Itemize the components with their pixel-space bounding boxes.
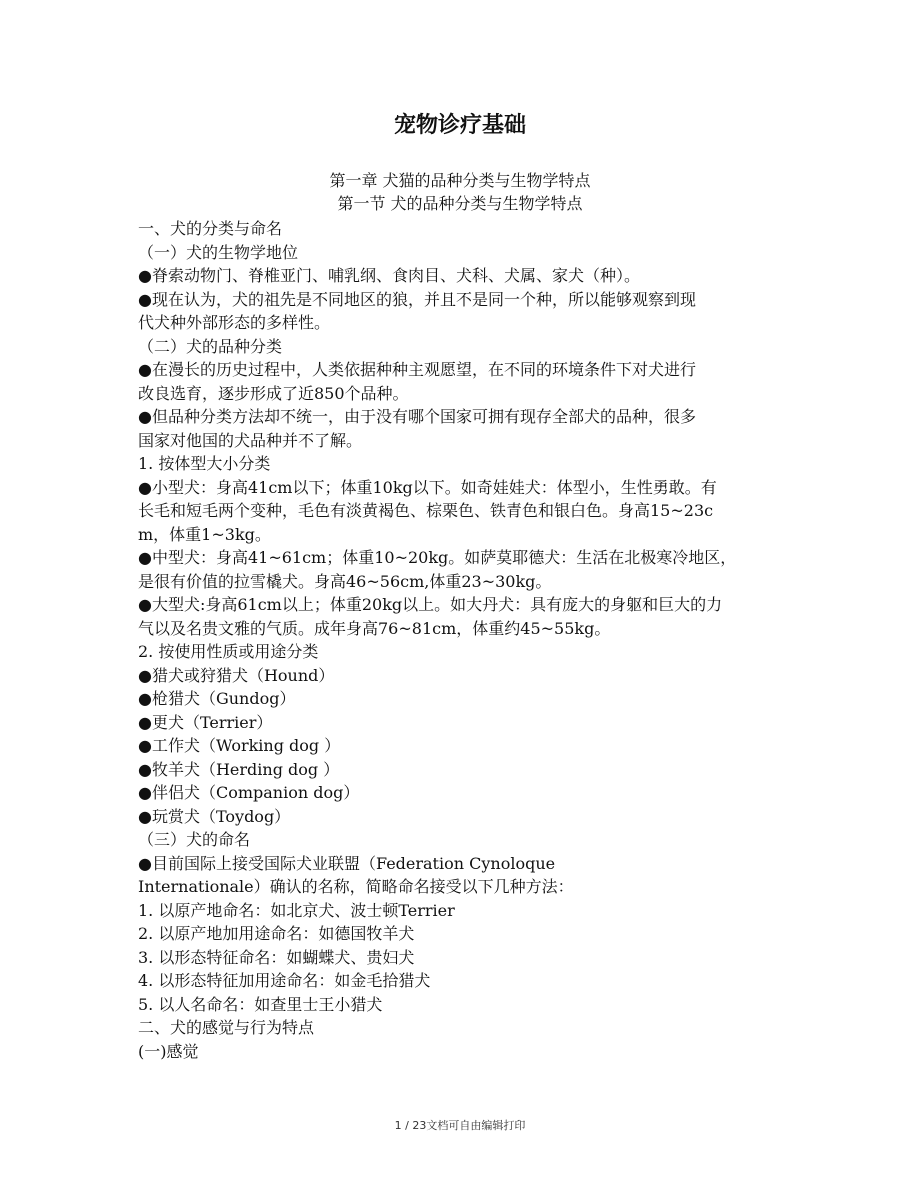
- text-line: 是很有价值的拉雪橇犬。身高46~56cm,体重23~30kg。: [138, 571, 552, 591]
- text-line: Internationale）确认的名称，简略命名接受以下几种方法：: [138, 877, 574, 896]
- text-line: ●枪猎犬（Gundog）: [138, 689, 296, 708]
- text-line: ●玩赏犬（Toydog）: [138, 806, 291, 826]
- text-line: 1. 以原产地命名：如北京犬、波士顿Terrier: [138, 900, 455, 920]
- text-line: (一)感觉: [138, 1041, 199, 1061]
- text-line: ●小型犬：身高41cm以下；体重10kg以下。如奇娃娃犬：体型小，生性勇敢。有: [138, 477, 717, 497]
- text-line: 4. 以形态特征加用途命名：如金毛拾猎犬: [138, 971, 431, 990]
- text-line: ●猎犬或狩猎犬（Hound）: [138, 665, 335, 685]
- text-line: 代犬种外部形态的多样性。: [138, 313, 331, 332]
- text-line: ●目前国际上接受国际犬业联盟（Federation Cynoloque: [138, 853, 556, 873]
- text-line: （三）犬的命名: [138, 830, 251, 849]
- text-line: ●脊索动物门、脊椎亚门、哺乳纲、食肉目、犬科、犬属、家犬（种）。: [138, 266, 640, 285]
- text-line: ●现在认为，犬的祖先是不同地区的狼，并且不是同一个种，所以能够观察到现: [138, 289, 696, 309]
- text-line: 气以及名贵文雅的气质。成年身高76~81cm，体重约45~55kg。: [138, 618, 611, 638]
- document-body: [138, 217, 778, 1063]
- text-line: 一、犬的分类与命名: [138, 219, 283, 238]
- text-line: （一）犬的生物学地位: [138, 242, 299, 262]
- text-line: 1. 按体型大小分类: [138, 454, 271, 473]
- text-line: ●中型犬：身高41~61cm；体重10~20kg。如萨莫耶德犬：生活在北极寒冷地区，: [138, 548, 737, 567]
- text-line: 二、犬的感觉与行为特点: [138, 1018, 315, 1037]
- text-line: 改良选育，逐步形成了近850个品种。: [138, 383, 409, 403]
- text-line: ●但品种分类方法却不统一，由于没有哪个国家可拥有现存全部犬的品种，很多: [138, 407, 696, 426]
- page-footer: 1 / 23文档可自由编辑打印: [394, 1119, 526, 1132]
- document-title: 宠物诊疗基础: [393, 113, 526, 138]
- text-line: ●大型犬:身高61cm以上；体重20kg以上。如大丹犬：具有庞大的身躯和巨大的力: [138, 595, 723, 614]
- text-line: 5. 以人名命名：如查里士王小猎犬: [138, 994, 383, 1014]
- text-line: ●牧羊犬（Herding dog ）: [138, 759, 340, 779]
- chapter-heading: 第一章 犬猫的品种分类与生物学特点: [329, 171, 591, 190]
- text-line: ●伴侣犬（Companion dog）: [138, 783, 360, 802]
- text-line: ●更犬（Terrier）: [138, 712, 273, 732]
- text-line: ●在漫长的历史过程中，人类依据种种主观愿望，在不同的环境条件下对犬进行: [138, 360, 696, 379]
- section-heading: 第一节 犬的品种分类与生物学特点: [337, 194, 583, 213]
- text-line: 3. 以形态特征命名：如蝴蝶犬、贵妇犬: [138, 947, 415, 967]
- text-line: 2. 以原产地加用途命名：如德国牧羊犬: [138, 924, 415, 943]
- text-line: （二）犬的品种分类: [138, 336, 283, 356]
- text-line: 长毛和短毛两个变种，毛色有淡黄褐色、棕栗色、铁青色和银白色。身高15~23c: [138, 501, 714, 520]
- text-line: 国家对他国的犬品种并不了解。: [138, 430, 363, 450]
- text-line: 2. 按使用性质或用途分类: [138, 642, 319, 661]
- text-line: m，体重1~3kg。: [138, 524, 271, 544]
- text-line: ●工作犬（Working dog ）: [138, 736, 341, 755]
